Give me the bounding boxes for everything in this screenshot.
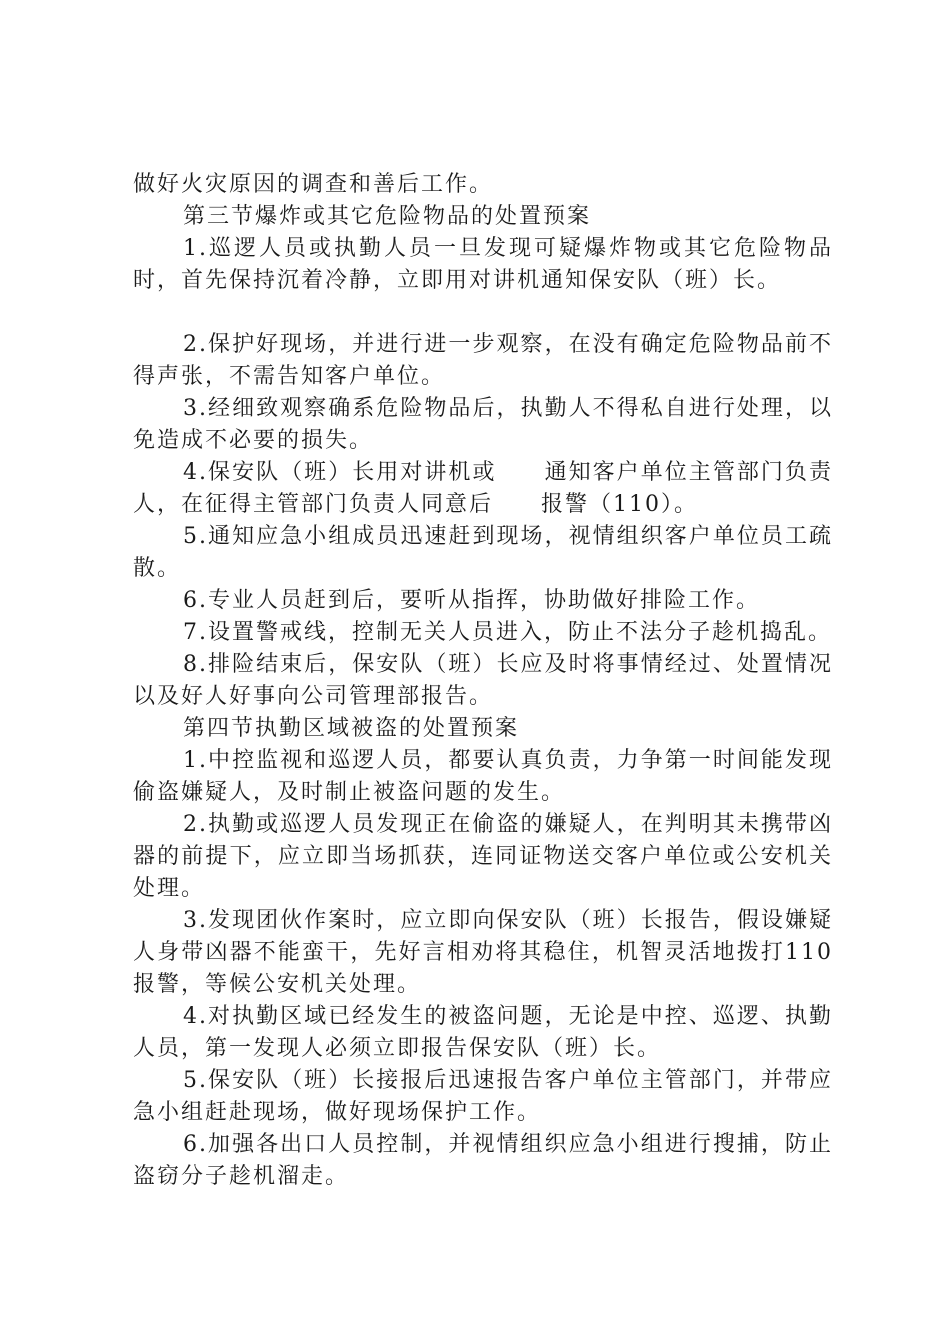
paragraph: 1.巡逻人员或执勤人员一旦发现可疑爆炸物或其它危险物品时，首先保持沉着冷静，立即用对讲机通知保安队（班）长。	[133, 236, 833, 293]
paragraph: 6.专业人员赶到后，要听从指挥，协助做好排险工作。	[183, 588, 760, 613]
paragraph: 做好火灾原因的调查和善后工作。	[133, 172, 494, 197]
paragraph: 8.排险结束后，保安队（班）长应及时将事情经过、处置情况以及好人好事向公司管理部报告。	[133, 652, 833, 709]
paragraph: 3.经细致观察确系危险物品后，执勤人不得私自进行处理，以免造成不必要的损失。	[133, 396, 833, 453]
paragraph: 5.通知应急小组成员迅速赶到现场，视情组织客户单位员工疏散。	[133, 524, 833, 581]
paragraph: 3.发现团伙作案时，应立即向保安队（班）长报告，假设嫌疑人身带凶器不能蛮干，先好言相劝将其稳住，机智灵活地拨打110报警，等候公安机关处理。	[133, 908, 833, 997]
paragraph: 5.保安队（班）长接报后迅速报告客户单位主管部门，并带应急小组赶赴现场，做好现场保护工作。	[133, 1068, 833, 1125]
paragraph: 7.设置警戒线，控制无关人员进入，防止不法分子趁机捣乱。	[183, 620, 832, 645]
document-body	[133, 169, 833, 1193]
paragraph: 4.保安队（班）长用对讲机或 通知客户单位主管部门负责人，在征得主管部门负责人同意后 报警（110）。	[133, 460, 833, 517]
section-heading-4: 第四节执勤区域被盗的处置预案	[183, 716, 520, 741]
paragraph: 2.保护好现场，并进行进一步观察，在没有确定危险物品前不得声张，不需告知客户单位。	[133, 332, 833, 389]
paragraph: 4.对执勤区域已经发生的被盗问题，无论是中控、巡逻、执勤人员，第一发现人必须立即报告保安队（班）长。	[133, 1004, 833, 1061]
paragraph: 2.执勤或巡逻人员发现正在偷盗的嫌疑人，在判明其未携带凶器的前提下，应立即当场抓获，连同证物送交客户单位或公安机关处理。	[133, 812, 833, 901]
section-heading-3: 第三节爆炸或其它危险物品的处置预案	[183, 204, 592, 229]
paragraph: 6.加强各出口人员控制，并视情组织应急小组进行搜捕，防止盗窃分子趁机溜走。	[133, 1132, 833, 1189]
paragraph: 1.中控监视和巡逻人员，都要认真负责，力争第一时间能发现偷盗嫌疑人，及时制止被盗问题的发生。	[133, 748, 833, 805]
